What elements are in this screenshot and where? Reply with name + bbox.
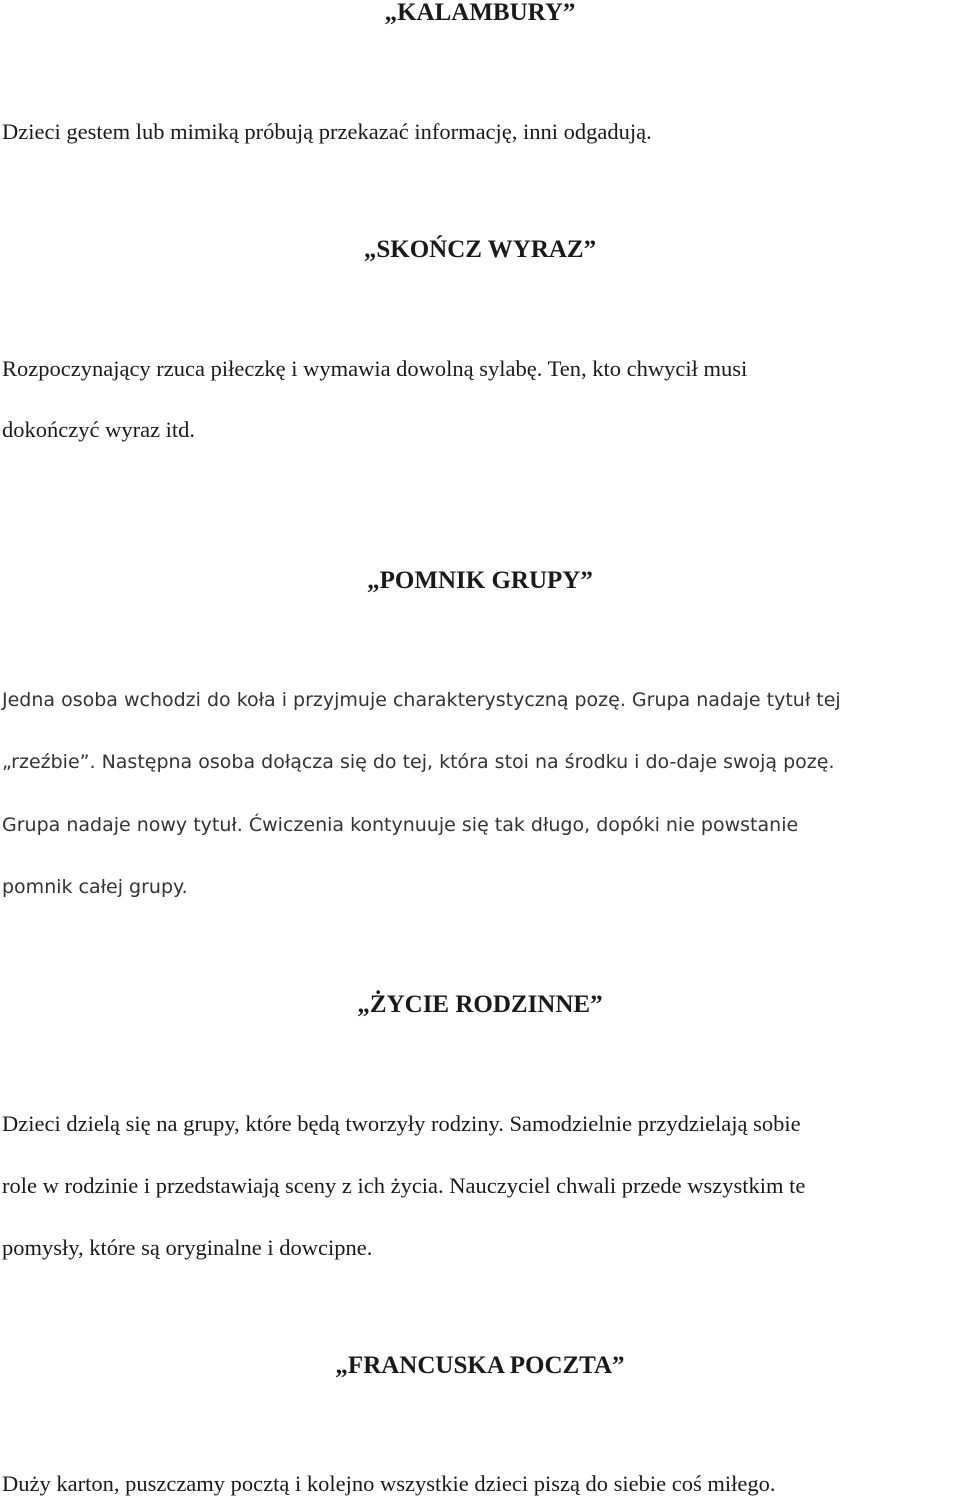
section-title-kalambury: „KALAMBURY” <box>384 0 576 26</box>
section-title-francuska-poczta: „FRANCUSKA POCZTA” <box>335 1352 625 1379</box>
paragraph-line: Grupa nadaje nowy tytuł. Ćwiczenia kontynuuje się tak długo, dopóki nie powstanie <box>2 814 799 836</box>
section-title-zycie-rodzinne: „ŻYCIE RODZINNE” <box>357 991 603 1018</box>
paragraph-line: Jedna osoba wchodzi do koła i przyjmuje charakterystyczną pozę. Grupa nadaje tytuł tej <box>2 689 841 711</box>
paragraph-line: Duży karton, puszczamy pocztą i kolejno wszystkie dzieci piszą do siebie coś miłego. <box>2 1471 776 1496</box>
paragraph-line: Rozpoczynający rzuca piłeczkę i wymawia dowolną sylabę. Ten, kto chwycił musi <box>2 356 748 381</box>
paragraph-line: role w rodzinie i przedstawiają sceny z ich życia. Nauczyciel chwali przede wszystkim te <box>2 1173 806 1198</box>
paragraph-line: Dzieci gestem lub mimiką próbują przekazać informację, inni odgadują. <box>2 119 652 144</box>
paragraph-line: „rzeźbie”. Następna osoba dołącza się do tej, która stoi na środku i do-daje swoją pozę. <box>2 751 835 773</box>
section-title-skoncz-wyraz: „SKOŃCZ WYRAZ” <box>363 236 597 263</box>
paragraph-line: dokończyć wyraz itd. <box>2 417 196 442</box>
paragraph-line: Dzieci dzielą się na grupy, które będą tworzyły rodziny. Samodzielnie przydzielają sobie <box>2 1111 801 1136</box>
paragraph-line: pomnik całej grupy. <box>2 876 188 898</box>
section-title-pomnik-grupy: „POMNIK GRUPY” <box>367 567 593 594</box>
paragraph-line: pomysły, które są oryginalne i dowcipne. <box>2 1235 373 1260</box>
